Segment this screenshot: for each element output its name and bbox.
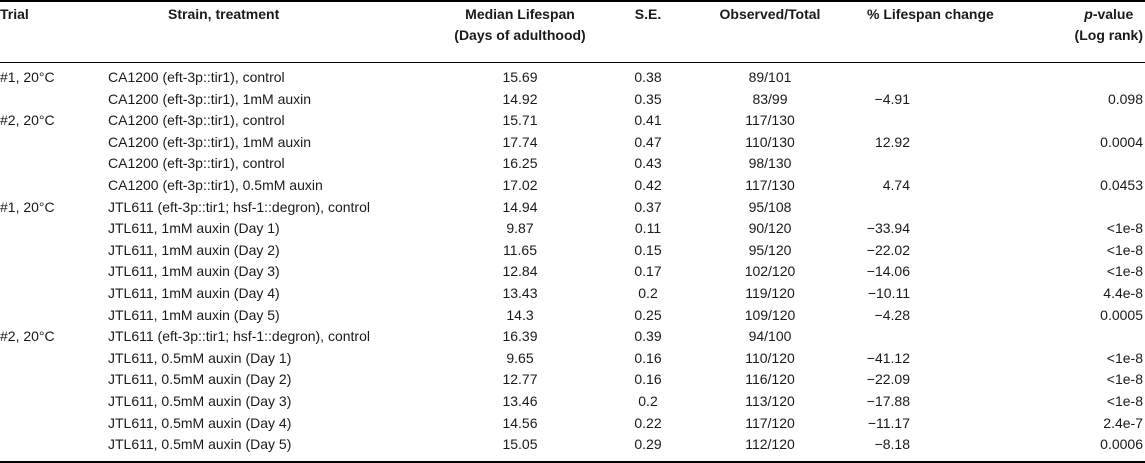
table-row	[0, 67, 1145, 89]
cell-observed-total: 119/120	[745, 285, 795, 301]
header-observed-total: Observed/Total	[719, 6, 821, 22]
cell-trial: #2, 20°C	[0, 112, 55, 129]
cell-se: 0.29	[634, 436, 662, 453]
cell-se: 0.37	[634, 198, 662, 215]
cell-observed-total: 112/120	[745, 436, 795, 453]
header-lifespan-change: % Lifespan change	[867, 6, 994, 22]
cell-lifespan-change: −41.12	[866, 349, 910, 366]
cell-p-value: <1e-8	[1106, 349, 1143, 366]
cell-median-lifespan: 11.65	[503, 241, 537, 258]
cell-se: 0.22	[634, 414, 662, 431]
cell-p-value: 0.0453	[1100, 177, 1143, 193]
cell-strain: JTL611, 0.5mM auxin (Day 5)	[108, 436, 292, 453]
cell-observed-total: 110/120	[745, 349, 795, 366]
cell-observed-total: 113/120	[745, 393, 795, 409]
table-row	[0, 391, 1145, 413]
cell-lifespan-change: −4.91	[874, 90, 910, 107]
header-median-line1: Median Lifespan	[465, 6, 575, 22]
table-row	[0, 197, 1145, 219]
table-row	[0, 153, 1145, 175]
cell-median-lifespan: 12.77	[502, 371, 538, 388]
header-median-lifespan	[445, 4, 595, 46]
cell-strain: JTL611, 0.5mM auxin (Day 3)	[108, 393, 292, 409]
table-row	[0, 369, 1145, 391]
cell-median-lifespan: 15.71	[502, 112, 538, 129]
cell-se: 0.39	[634, 328, 662, 345]
cell-median-lifespan: 16.39	[502, 328, 538, 345]
table-row	[0, 283, 1145, 305]
cell-p-value: 4.4e-8	[1103, 285, 1143, 301]
header-median-line2: (Days of adulthood)	[454, 27, 586, 43]
cell-strain: CA1200 (eft-3p::tir1), control	[108, 69, 285, 85]
cell-strain: CA1200 (eft-3p::tir1), 0.5mM auxin	[108, 177, 323, 193]
cell-observed-total: 102/120	[744, 263, 796, 280]
table-row	[0, 218, 1145, 240]
cell-observed-total: 95/108	[748, 198, 792, 215]
cell-strain: CA1200 (eft-3p::tir1), 1mM auxin	[108, 90, 312, 107]
cell-p-value: 0.0006	[1100, 436, 1143, 453]
cell-lifespan-change: −14.06	[866, 263, 910, 280]
cell-strain: CA1200 (eft-3p::tir1), 1mM auxin	[108, 133, 312, 150]
cell-strain: JTL611, 0.5mM auxin (Day 2)	[108, 371, 292, 388]
cell-se: 0.16	[634, 371, 662, 388]
cell-se: 0.25	[634, 306, 662, 323]
table-row	[0, 434, 1145, 456]
cell-se: 0.42	[634, 177, 662, 193]
header-se: S.E.	[634, 6, 662, 22]
cell-strain: JTL611, 0.5mM auxin (Day 1)	[108, 349, 292, 366]
cell-observed-total: 83/99	[752, 90, 788, 107]
cell-observed-total: 94/100	[748, 328, 792, 345]
cell-p-value: 0.0004	[1100, 133, 1143, 150]
cell-se: 0.11	[634, 220, 662, 237]
header-p-rest: -value	[1092, 6, 1134, 22]
cell-strain: JTL611, 1mM auxin (Day 5)	[108, 306, 280, 323]
cell-lifespan-change: −17.88	[866, 393, 910, 409]
cell-median-lifespan: 15.05	[502, 436, 538, 453]
cell-se: 0.38	[634, 69, 662, 85]
cell-lifespan-change: −33.94	[866, 220, 910, 237]
cell-p-value: <1e-8	[1106, 393, 1143, 409]
cell-lifespan-change: −22.09	[866, 371, 910, 388]
cell-lifespan-change: 12.92	[874, 133, 910, 150]
table-row	[0, 348, 1145, 370]
cell-median-lifespan: 9.65	[506, 349, 534, 366]
cell-observed-total: 95/120	[748, 241, 792, 258]
cell-lifespan-change: −8.18	[874, 436, 910, 453]
table-row	[0, 305, 1145, 327]
cell-se: 0.16	[634, 349, 662, 366]
cell-se: 0.17	[634, 263, 662, 280]
cell-se: 0.15	[634, 241, 662, 258]
cell-strain: JTL611 (eft-3p::tir1; hsf-1::degron), control	[108, 328, 370, 345]
header-strain: Strain, treatment	[168, 6, 280, 22]
table-row	[0, 89, 1145, 111]
cell-strain: JTL611, 1mM auxin (Day 4)	[108, 285, 280, 301]
cell-se: 0.35	[634, 90, 662, 107]
cell-p-value: 2.4e-7	[1103, 414, 1143, 431]
header-p-italic: p	[1084, 6, 1093, 22]
header-p-line1	[1075, 4, 1143, 25]
cell-observed-total: 116/120	[745, 371, 795, 388]
cell-median-lifespan: 17.74	[502, 133, 538, 150]
cell-strain: JTL611, 1mM auxin (Day 1)	[108, 220, 280, 237]
cell-strain: JTL611, 1mM auxin (Day 2)	[108, 241, 280, 258]
table-row	[0, 261, 1145, 283]
cell-p-value: <1e-8	[1106, 241, 1143, 258]
cell-median-lifespan: 13.46	[502, 393, 538, 409]
cell-median-lifespan: 12.84	[502, 263, 538, 280]
cell-median-lifespan: 14.56	[502, 414, 538, 431]
cell-lifespan-change: −11.17	[867, 414, 910, 431]
cell-median-lifespan: 14.94	[502, 198, 538, 215]
cell-p-value: 0.0005	[1100, 306, 1143, 323]
cell-lifespan-change: −10.11	[867, 285, 910, 301]
cell-median-lifespan: 16.25	[502, 155, 538, 172]
cell-strain: CA1200 (eft-3p::tir1), control	[108, 112, 285, 129]
table-header-rule	[0, 62, 1145, 63]
cell-p-value: <1e-8	[1106, 220, 1143, 237]
cell-se: 0.41	[634, 112, 662, 129]
cell-p-value: <1e-8	[1106, 263, 1143, 280]
cell-trial: #2, 20°C	[0, 328, 55, 345]
cell-p-value: <1e-8	[1106, 371, 1143, 388]
table-row	[0, 110, 1145, 132]
table-row	[0, 413, 1145, 435]
cell-median-lifespan: 9.87	[506, 220, 534, 237]
cell-median-lifespan: 13.43	[502, 285, 538, 301]
cell-observed-total: 98/130	[748, 155, 792, 172]
cell-se: 0.2	[638, 393, 658, 409]
cell-se: 0.47	[634, 133, 662, 150]
table-row	[0, 240, 1145, 262]
cell-strain: JTL611, 0.5mM auxin (Day 4)	[108, 414, 292, 431]
cell-strain: CA1200 (eft-3p::tir1), control	[108, 155, 285, 172]
cell-lifespan-change: −4.28	[874, 306, 910, 323]
cell-median-lifespan: 14.92	[502, 90, 538, 107]
cell-strain: JTL611 (eft-3p::tir1; hsf-1::degron), control	[108, 198, 370, 215]
table-row	[0, 326, 1145, 348]
cell-lifespan-change: 4.74	[882, 177, 910, 193]
table-top-rule	[0, 0, 1145, 2]
cell-trial: #1, 20°C	[0, 69, 55, 85]
cell-lifespan-change: −22.02	[866, 241, 910, 258]
header-p-value	[1075, 4, 1143, 46]
cell-se: 0.2	[638, 285, 658, 301]
cell-se: 0.43	[634, 155, 662, 172]
cell-median-lifespan: 17.02	[502, 177, 538, 193]
table-row	[0, 175, 1145, 197]
header-trial: Trial	[0, 6, 29, 22]
cell-observed-total: 89/101	[748, 69, 792, 85]
header-p-line2: (Log rank)	[1074, 27, 1143, 43]
cell-p-value: 0.098	[1107, 90, 1143, 107]
cell-median-lifespan: 14.3	[506, 306, 534, 323]
cell-observed-total: 117/130	[745, 177, 795, 193]
table-row	[0, 132, 1145, 154]
cell-strain: JTL611, 1mM auxin (Day 3)	[108, 263, 280, 280]
cell-observed-total: 110/130	[745, 133, 795, 150]
cell-median-lifespan: 15.69	[502, 69, 538, 85]
cell-observed-total: 90/120	[748, 220, 792, 237]
cell-trial: #1, 20°C	[0, 198, 55, 215]
cell-observed-total: 109/120	[744, 306, 796, 323]
cell-observed-total: 117/120	[745, 414, 795, 431]
cell-observed-total: 117/130	[745, 112, 795, 129]
